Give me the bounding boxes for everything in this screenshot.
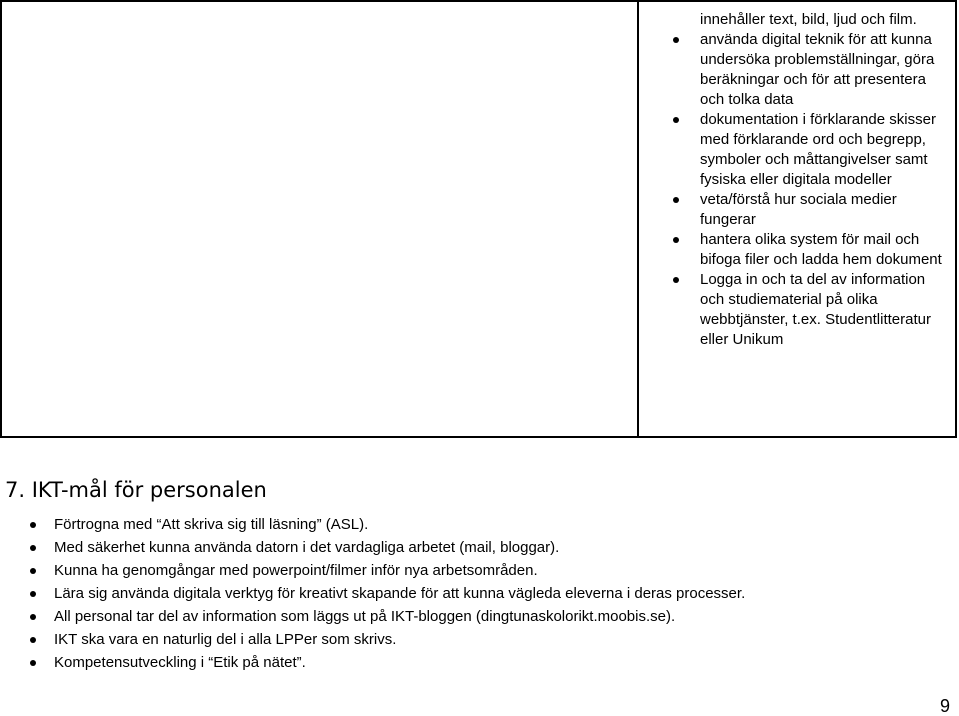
bullet-icon [30,522,36,528]
bullet-icon [30,545,36,551]
list-item [0,651,745,674]
list-item [639,110,950,190]
list-item [0,628,745,651]
list-item-text: IKT ska vara en naturlig del i alla LPPer som skrivs. [54,631,397,648]
list-item-text: Med säkerhet kunna använda datorn i det vardagliga arbetet (mail, bloggar). [54,539,560,556]
list-item-text: All personal tar del av information som läggs ut på IKT-bloggen (dingtunaskolorikt.moobis.se). [54,608,676,625]
cell-bullet-list [639,30,957,350]
cell-continuation-text: innehåller text, bild, ljud och film. [700,11,917,28]
bullet-icon [673,37,679,43]
list-item [0,605,745,628]
bullet-icon [673,117,679,123]
list-item [0,513,745,536]
bullet-icon [673,197,679,203]
list-item-text: Förtrogna med “Att skriva sig till läsning” (ASL). [54,516,369,533]
list-item-text: Kompetensutveckling i “Etik på nätet”. [54,654,306,671]
bullet-icon [30,614,36,620]
list-item [0,559,745,582]
list-item [0,536,745,559]
list-item-text: Lära sig använda digitala verktyg för kreativt skapande för att kunna vägleda eleverna i deras processer. [54,585,746,602]
list-item-text: Logga in och ta del av information och studiematerial på olika webbtjänster, t.ex. Studentlitteratur eller Unikum [700,271,931,348]
page-number: 9 [940,696,951,716]
list-item [0,582,745,605]
table-right-cell [639,0,957,436]
bullet-icon [30,591,36,597]
bullet-icon [30,568,36,574]
list-item [639,190,950,230]
list-item-text: Kunna ha genomgångar med powerpoint/filmer inför nya arbetsområden. [54,562,538,579]
section-heading: 7. IKT-mål för personalen [5,478,267,502]
bullet-icon [673,237,679,243]
list-item-text: veta/förstå hur sociala medier fungerar [700,191,897,228]
bullet-icon [30,660,36,666]
bullet-icon [673,277,679,283]
list-item-text: hantera olika system för mail och bifoga filer och ladda hem dokument [700,231,942,268]
personal-goals-list [0,513,745,674]
list-item-text: dokumentation i förklarande skisser med förklarande ord och begrepp, symboler och måttangivelser samt fysiska eller digitala modeller [700,111,936,188]
list-item [639,30,950,110]
list-item [639,230,950,270]
list-item [639,270,950,350]
bullet-icon [30,637,36,643]
list-item-text: använda digital teknik för att kunna undersöka problemställningar, göra beräkningar och för att presentera och tolka data [700,31,935,108]
